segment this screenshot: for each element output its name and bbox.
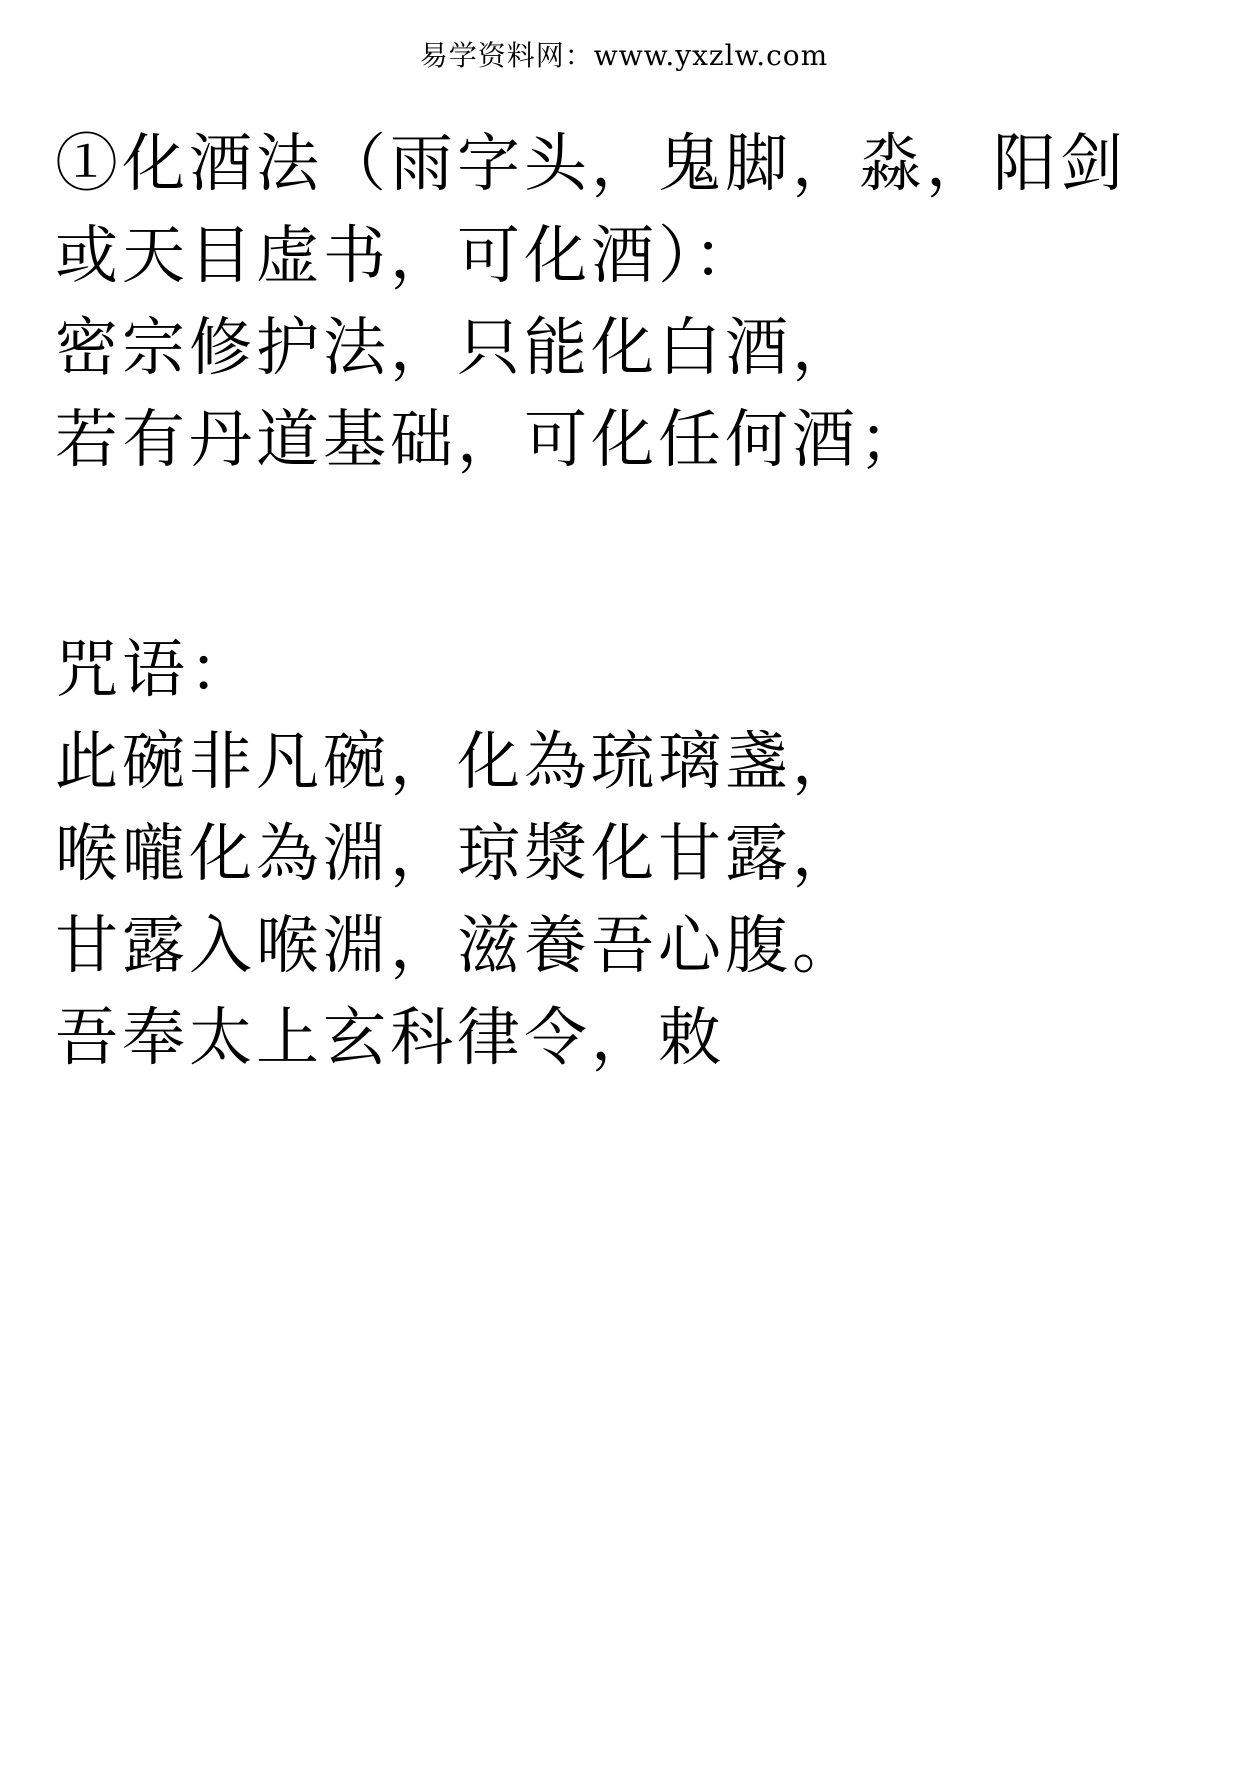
site-watermark: 易学资料网：www.yxzlw.com — [419, 39, 829, 72]
incantation-section — [55, 624, 1218, 1084]
incantation-heading: 咒语： — [55, 633, 256, 706]
text-line: ①化酒法（雨字头，鬼脚，淼，阳剑 — [55, 127, 1127, 200]
incantation-line: 甘露入喉淵，滋養吾心腹。 — [55, 909, 859, 982]
incantation-line: 喉嚨化為淵，琼漿化甘露， — [55, 817, 859, 890]
method-section — [55, 118, 1218, 486]
incantation-line: 吾奉太上玄科律令，敕 — [55, 1001, 725, 1074]
text-line: 密宗修护法，只能化白酒， — [55, 311, 859, 384]
text-line: 若有丹道基础，可化任何酒； — [55, 403, 926, 476]
text-line: 或天目虚书，可化酒）： — [55, 219, 761, 292]
page-header — [0, 34, 1248, 74]
incantation-line: 此碗非凡碗，化為琉璃盞， — [55, 725, 859, 798]
document-body — [55, 118, 1218, 1084]
